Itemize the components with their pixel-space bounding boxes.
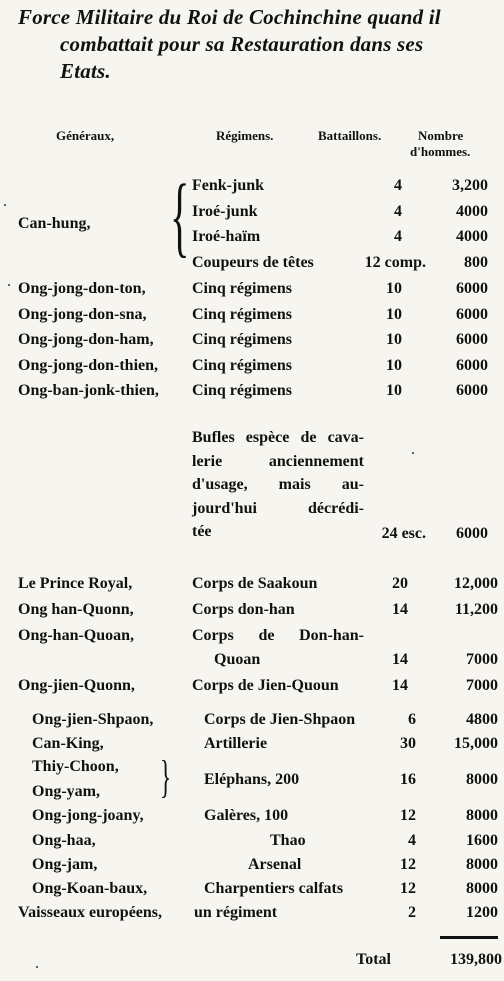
battalions-cell: 10 <box>386 382 402 399</box>
unit-cell: Cinq régimens <box>192 280 292 297</box>
unit-cell: Coupeurs de têtes <box>192 254 314 271</box>
men-cell: 12,000 <box>454 575 498 592</box>
unit-cell: Cinq régimens <box>192 306 292 323</box>
unit-cell: Corps de Jien-Quoun <box>192 677 339 694</box>
men-cell: 6000 <box>456 280 488 297</box>
battalions-cell: 6 <box>408 711 416 728</box>
header-regiments: Régimens. <box>216 128 274 143</box>
unit-cell: Corps de Don-han- <box>192 627 364 644</box>
print-speck <box>8 284 10 286</box>
note-line: Bufles espèce de cava- <box>192 429 364 446</box>
unit-cell: Quoan <box>214 651 261 668</box>
total-label: Total <box>356 951 391 968</box>
battalions-cell: 4 <box>394 203 402 220</box>
general-cell: Ong-haa, <box>32 832 96 849</box>
battalions-cell: 20 <box>392 575 408 592</box>
men-cell: 6000 <box>456 306 488 323</box>
title-line-1: Force Militaire du Roi de Cochinchine quand il <box>18 5 441 29</box>
general-cell: Ong-jong-don-ham, <box>18 331 154 348</box>
general-cell: Ong-han-Quoan, <box>18 627 135 644</box>
general-cell: Ong-ban-jonk-thien, <box>18 382 159 399</box>
battalions-cell: 4 <box>394 228 402 245</box>
unit-cell: Corps de Saakoun <box>192 575 318 592</box>
general-cell: Vaisseaux européens, <box>18 904 163 921</box>
battalions-cell: 14 <box>392 677 408 694</box>
battalions-cell: 10 <box>386 280 402 297</box>
general-cell: Thiy-Choon, <box>32 758 119 775</box>
men-cell: 11,200 <box>454 601 498 618</box>
unit-cell: Thao <box>270 832 306 849</box>
men-cell: 7000 <box>466 677 498 694</box>
battalions-cell: 16 <box>400 771 416 788</box>
unit-cell: Cinq régimens <box>192 331 292 348</box>
battalions-cell: 4 <box>394 177 402 194</box>
battalions-cell: 12 comp. <box>364 254 426 271</box>
men-cell: 6000 <box>456 357 488 374</box>
page-title <box>18 4 498 85</box>
unit-cell: Fenk-junk <box>192 177 265 194</box>
note-line: tée <box>192 523 212 540</box>
unit-cell: Artillerie <box>204 735 268 752</box>
battalions-cell: 4 <box>408 832 416 849</box>
battalions-cell: 10 <box>386 331 402 348</box>
general-cell: Ong han-Quonn, <box>18 601 134 618</box>
battalions-cell: 14 <box>392 601 408 618</box>
unit-cell: un régiment <box>194 904 278 921</box>
brace-can-hung: { <box>170 167 190 266</box>
print-speck <box>36 966 38 968</box>
header-generals: Généraux, <box>56 128 115 143</box>
general-cell: Ong-jong-don-thien, <box>18 357 159 374</box>
header-number-line2: d'hommes. <box>410 144 471 159</box>
general-cell: Ong-jong-don-sna, <box>18 306 147 323</box>
men-cell: 4800 <box>466 711 498 728</box>
general-cell: Can-hung, <box>18 215 91 232</box>
battalions-cell: 12 <box>400 856 416 873</box>
header-battalions: Battaillons. <box>318 128 382 143</box>
men-cell: 3,200 <box>452 177 488 194</box>
title-line-3: Etats. <box>60 59 111 83</box>
general-cell: Ong-jam, <box>32 856 98 873</box>
note-line: d'usage, mais au- <box>192 476 364 493</box>
general-cell: Ong-yam, <box>32 783 100 800</box>
men-cell: 6000 <box>456 382 488 399</box>
battalions-cell: 10 <box>386 306 402 323</box>
general-cell: Ong-jong-don-ton, <box>18 280 146 297</box>
men-cell: 6000 <box>456 331 488 348</box>
note-line: lerie anciennement <box>192 452 364 470</box>
men-cell: 7000 <box>466 651 498 668</box>
battalions-cell: 10 <box>386 357 402 374</box>
unit-cell: Cinq régimens <box>192 382 292 399</box>
print-speck <box>412 452 414 454</box>
general-cell: Ong-Koan-baux, <box>32 880 148 897</box>
unit-cell: Galères, 100 <box>204 807 289 824</box>
unit-cell: Corps don-han <box>192 601 295 618</box>
men-cell: 8000 <box>466 807 498 824</box>
note-battalions: 24 esc. <box>381 525 426 542</box>
print-speck <box>4 204 6 206</box>
general-cell: Ong-jien-Shpaon, <box>32 711 154 728</box>
header-number-line1: Nombre <box>418 128 464 143</box>
unit-cell: Arsenal <box>248 856 302 873</box>
note-men: 6000 <box>456 525 488 542</box>
unit-cell: Cinq régimens <box>192 357 292 374</box>
general-cell: Can-King, <box>32 735 104 752</box>
title-line-2: combattait pour sa Restauration dans ses <box>60 32 424 56</box>
battalions-cell: 30 <box>400 735 416 752</box>
unit-cell: Iroé-junk <box>192 203 258 220</box>
battalions-cell: 14 <box>392 651 408 668</box>
total-value: 139,800 <box>450 951 502 968</box>
men-cell: 1200 <box>466 904 498 921</box>
brace-elephants: } <box>160 751 172 802</box>
men-cell: 800 <box>464 254 488 271</box>
unit-cell: Eléphans, 200 <box>204 771 300 788</box>
men-cell: 4000 <box>456 203 488 220</box>
general-cell: Ong-jien-Quonn, <box>18 677 135 694</box>
battalions-cell: 2 <box>408 904 416 921</box>
men-cell: 15,000 <box>454 735 498 752</box>
unit-cell: Corps de Jien-Shpaon <box>204 711 356 728</box>
men-cell: 1600 <box>466 832 498 849</box>
unit-cell: Charpentiers calfats <box>204 880 344 897</box>
battalions-cell: 12 <box>400 807 416 824</box>
battalions-cell: 12 <box>400 880 416 897</box>
total-rule <box>440 936 498 939</box>
men-cell: 8000 <box>466 771 498 788</box>
general-cell: Ong-jong-joany, <box>32 807 144 824</box>
men-cell: 4000 <box>456 228 488 245</box>
unit-cell: Iroé-haïm <box>192 228 261 245</box>
men-cell: 8000 <box>466 856 498 873</box>
note-line: jourd'hui décrédi- <box>192 499 364 517</box>
men-cell: 8000 <box>466 880 498 897</box>
general-cell: Le Prince Royal, <box>18 575 133 592</box>
